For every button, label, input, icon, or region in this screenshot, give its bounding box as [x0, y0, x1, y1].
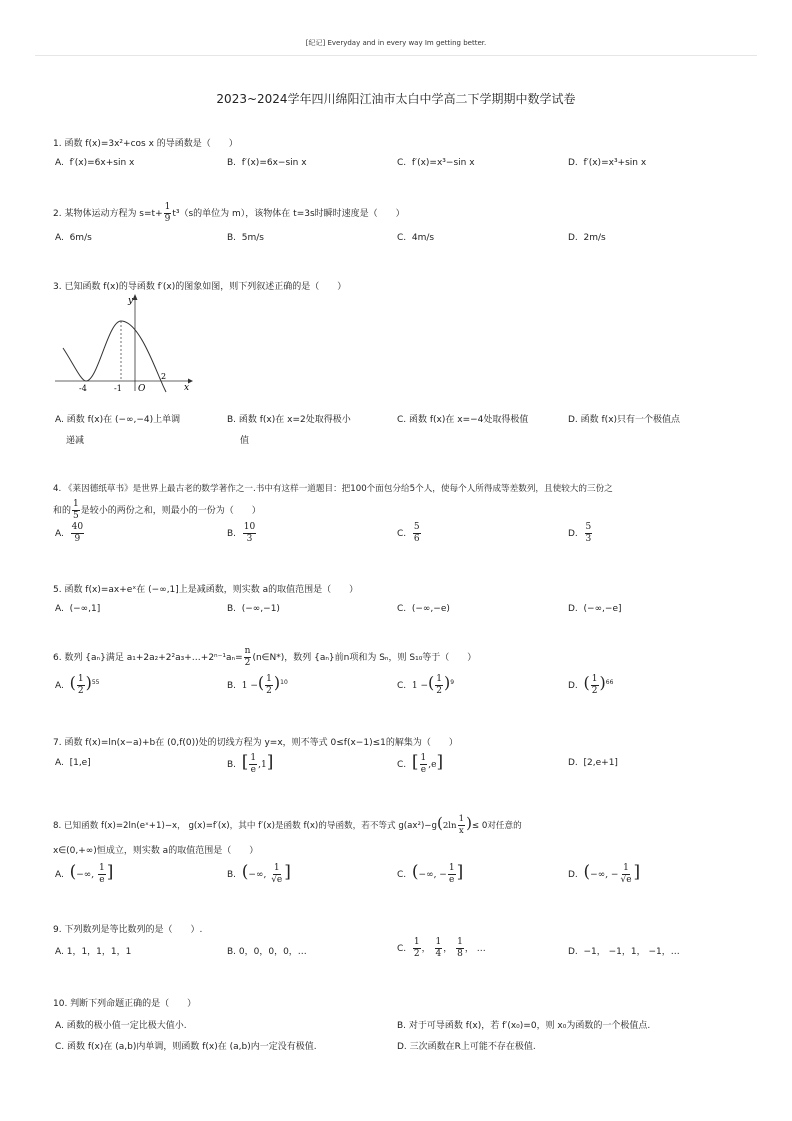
question-2-stem: [53, 203, 405, 224]
question-4-option-b[interactable]: B. $\frac{10}{3}$: [227, 522, 256, 544]
question-10-option-c[interactable]: C. 函数 f(x)在 (a,b)内单调，则函数 f(x)在 (a,b)内一定没有极值.: [55, 1042, 317, 1052]
question-4-line2-pre: 和的: [53, 506, 72, 516]
question-6-option-b[interactable]: B. 1 −( $\frac{1}{2}$ )$^{10}$: [227, 673, 288, 696]
question-8-stem-line2: x∈(0,+∞)恒成立，则实数 a的取值范围是（ ）: [53, 846, 259, 856]
question-10-stem: 10. 判断下列命题正确的是（ ）: [53, 999, 197, 1009]
tick-label-minus-1: -1: [114, 384, 122, 393]
question-10-option-a[interactable]: A. 函数的极小值一定比极大值小.: [55, 1021, 187, 1031]
question-3-option-a-line2: 递减: [66, 436, 85, 446]
question-3-option-a[interactable]: [55, 412, 180, 446]
question-1-option-c[interactable]: C. f′(x)=x³−sin x: [397, 158, 475, 168]
question-8-stem-line1: 8. 已知函数 f(x)=2ln(eˣ+1)−x， g(x)=f′(x)，其中 f′(x)是函数 f(x)的导函数，若不等式 g(ax²)−g(2ln $\frac{1}{x}$ )≤ 0对任意的: [53, 814, 522, 836]
question-2-option-b[interactable]: B. 5m/s: [227, 233, 264, 243]
question-7-option-a[interactable]: A. [1,e]: [55, 758, 91, 768]
question-4-stem-line2: [53, 500, 261, 521]
question-6-stem: [53, 647, 476, 668]
question-9-option-a[interactable]: A. 1，1，1，1，1: [55, 947, 132, 957]
question-10-option-b[interactable]: B. 对于可导函数 f(x)，若 f′(x₀)=0，则 x₀为函数的一个极值点.: [397, 1021, 651, 1031]
question-9-stem: 9. 下列数列是等比数列的是（ ）.: [53, 925, 203, 935]
question-6-option-c[interactable]: C. 1 −( $\frac{1}{2}$ )$^9$: [397, 673, 455, 696]
question-5-option-c[interactable]: C. (−∞,−e): [397, 604, 450, 614]
question-3-stem: 3. 已知函数 f(x)的导函数 f′(x)的图象如图，则下列叙述正确的是（ ）: [53, 282, 347, 292]
question-3-option-a-line1: A. 函数 f(x)在 (−∞,−4)上单调: [55, 415, 181, 425]
question-3-option-c[interactable]: C. 函数 f(x)在 x=−4处取得极值: [397, 415, 529, 425]
question-8-line1-mid: 2ln: [442, 821, 457, 831]
question-9-option-d[interactable]: D. −1， −1，1， −1，…: [568, 947, 680, 957]
question-4-option-d[interactable]: D. $\frac{5}{3}$: [568, 522, 592, 544]
question-4-line2-post: 是较小的两份之和，则最小的一份为（ ）: [80, 506, 261, 516]
question-7-stem: 7. 函数 f(x)=ln(x−a)+b在 (0,f(0))处的切线方程为 y=x，则不等式 0≤f(x−1)≤1的解集为（ ）: [53, 738, 458, 748]
question-8-option-b[interactable]: B. (−∞, $\frac{1}{√e}$ ]: [227, 862, 291, 885]
derivative-graph: [53, 293, 193, 393]
tick-label-minus-4: -4: [79, 384, 87, 393]
question-2-option-c[interactable]: C. 4m/s: [397, 233, 435, 243]
question-1-option-d[interactable]: D. f′(x)=x³+sin x: [568, 158, 647, 168]
question-5-option-d[interactable]: D. (−∞,−e]: [568, 604, 622, 614]
x-axis-label: x: [184, 383, 190, 393]
question-8-line1-pre: 8. 已知函数 f(x)=2ln(eˣ+1)−x， g(x)=f′(x)，其中 f′(x)是函数 f(x)的导函数，若不等式 g(ax²)−g: [53, 821, 437, 831]
question-4-stem-line1: 4. 《莱因德纸草书》是世界上最古老的数学著作之一.书中有这样一道题目：把100个面包分给5个人，使每个人所得成等差数列，且使较大的三份之: [53, 484, 613, 494]
question-1-stem: 1. 函数 f(x)=3x²+cos x 的导函数是（ ）: [53, 139, 238, 149]
question-7-option-b[interactable]: B. [ $\frac{1}{e}$ ,1]: [227, 752, 274, 775]
question-3-option-b-line1: B. 函数 f(x)在 x=2处取得极小: [227, 415, 351, 425]
question-8-option-a[interactable]: A. (−∞, $\frac{1}{e}$ ]: [55, 862, 114, 885]
question-1-option-a[interactable]: A. f′(x)=6x+sin x: [55, 158, 135, 168]
question-2-stem-pre: 2. 某物体运动方程为 s=t+: [53, 209, 163, 219]
question-4-option-a[interactable]: A. $\frac{40}{9}$: [55, 522, 84, 544]
origin-label: O: [138, 384, 146, 393]
question-9-option-b[interactable]: B. 0，0，0，0，…: [227, 947, 307, 957]
header-divider: [35, 55, 757, 56]
question-5-option-a[interactable]: A. (−∞,1]: [55, 604, 101, 614]
question-8-option-d[interactable]: D. (−∞, − $\frac{1}{√e}$ ]: [568, 862, 641, 885]
question-2-option-a[interactable]: A. 6m/s: [55, 233, 92, 243]
question-8-line1-post: ≤ 0对任意的: [471, 821, 522, 831]
y-axis-arrow: [133, 294, 138, 300]
exam-title: 2023~2024学年四川绵阳江油市太白中学高二下学期期中数学试卷: [216, 92, 576, 106]
question-5-stem: 5. 函数 f(x)=ax+eˣ在 (−∞,1]上是减函数，则实数 a的取值范围是（ ）: [53, 585, 359, 595]
question-6-stem-pre: 6. 数列 {aₙ}满足 a₁+2a₂+2²a₃+…+2ⁿ⁻¹aₙ=: [53, 653, 243, 663]
question-6-option-d[interactable]: D. ( $\frac{1}{2}$ )$^{66}$: [568, 673, 614, 696]
question-7-option-c[interactable]: C. [ $\frac{1}{e}$ ,e]: [397, 752, 444, 775]
question-2-stem-post: t³（s的单位为 m），该物体在 t=3s时瞬时速度是（ ）: [172, 209, 405, 219]
question-3-option-d[interactable]: D. 函数 f(x)只有一个极值点: [568, 415, 681, 425]
question-8-fraction: $\frac{1}{x}$: [458, 814, 465, 836]
question-7-option-d[interactable]: D. [2,e+1]: [568, 758, 618, 768]
tick-label-2: 2: [161, 372, 167, 381]
question-2-option-d[interactable]: D. 2m/s: [568, 233, 606, 243]
question-4-fraction: $\frac{1}{5}$: [73, 499, 79, 521]
question-6-fraction: $\frac{n}{2}$: [244, 646, 251, 668]
question-1-option-b[interactable]: B. f′(x)=6x−sin x: [227, 158, 307, 168]
y-axis-label: y: [128, 296, 134, 306]
question-9-option-c[interactable]: C. $\frac{1}{2}$ ， $\frac{1}{4}$ ， $\frac{1}{8}$ ， …: [397, 937, 486, 959]
page-header: [纪记] Everyday and in every way Im getting better.: [305, 39, 487, 47]
question-6-stem-post: (n∈N*)，数列 {aₙ}前n项和为 Sₙ，则 S₁₀等于（ ）: [252, 653, 477, 663]
question-3-option-b[interactable]: [227, 412, 351, 446]
question-4-option-c[interactable]: C. $\frac{5}{6}$: [397, 522, 420, 544]
question-5-option-b[interactable]: B. (−∞,−1): [227, 604, 280, 614]
question-8-option-c[interactable]: C. (−∞, − $\frac{1}{e}$ ]: [397, 862, 464, 885]
question-10-option-d[interactable]: D. 三次函数在R上可能不存在极值.: [397, 1042, 536, 1052]
question-2-fraction: $\frac{1}{9}$: [164, 202, 171, 224]
question-6-option-a[interactable]: A. ( $\frac{1}{2}$ )$^{55}$: [55, 673, 100, 696]
question-3-option-b-line2: 值: [240, 436, 250, 446]
